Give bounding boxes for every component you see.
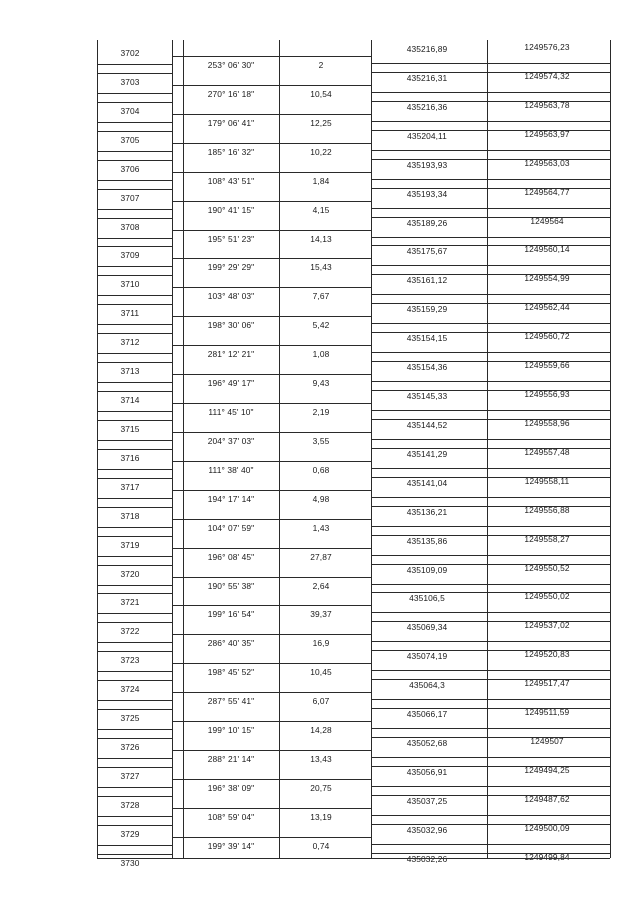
direction-angle: 204° 37' 03" — [207, 435, 255, 446]
row-divider — [172, 114, 371, 115]
y-coordinate: 1249550,02 — [524, 591, 570, 602]
segment-length: 13,19 — [310, 811, 332, 822]
direction-angle: 108° 43' 51" — [207, 175, 255, 186]
segment-length: 1,08 — [312, 349, 330, 360]
direction-angle: 199° 16' 54" — [207, 609, 255, 620]
x-coordinate: 435216,89 — [406, 44, 448, 54]
x-coordinate: 435144,52 — [406, 419, 448, 430]
row-divider — [97, 709, 172, 710]
point-number: 3728 — [120, 799, 140, 810]
point-number: 3702 — [120, 48, 140, 58]
row-divider — [97, 845, 172, 846]
direction-angle: 108° 59' 04" — [207, 811, 255, 822]
row-divider — [371, 584, 610, 585]
row-divider — [172, 403, 371, 404]
row-divider — [172, 634, 371, 635]
row-divider — [97, 825, 172, 826]
x-coordinate: 435193,93 — [406, 159, 448, 170]
y-coordinate: 1249517,47 — [524, 678, 570, 689]
direction-angle: 199° 39' 14" — [207, 840, 255, 851]
segment-length: 5,42 — [312, 320, 330, 331]
row-divider — [371, 786, 610, 787]
point-number: 3726 — [120, 742, 140, 753]
point-number: 3719 — [120, 539, 140, 550]
row-divider — [97, 382, 172, 383]
y-coordinate: 1249487,62 — [524, 793, 570, 804]
row-divider — [97, 449, 172, 450]
y-coordinate: 1249574,32 — [524, 70, 570, 81]
row-divider — [371, 497, 610, 498]
row-divider — [97, 275, 172, 276]
segment-length: 27,87 — [310, 551, 332, 562]
row-divider — [97, 738, 172, 739]
row-divider — [371, 121, 610, 122]
row-divider — [172, 605, 371, 606]
direction-angle: 190° 55' 38" — [207, 580, 255, 591]
row-divider — [97, 478, 172, 479]
point-number: 3717 — [120, 481, 140, 492]
row-divider — [371, 179, 610, 180]
row-divider — [371, 410, 610, 411]
row-divider — [97, 420, 172, 421]
direction-angle: 270° 16' 18" — [207, 88, 255, 99]
x-coordinate: 435109,09 — [406, 564, 448, 575]
row-divider — [172, 432, 371, 433]
row-divider — [97, 131, 172, 132]
row-divider — [97, 304, 172, 305]
y-coordinate: 1249564 — [530, 215, 564, 226]
row-divider — [97, 93, 172, 94]
point-number: 3718 — [120, 510, 140, 521]
segment-length: 1,43 — [312, 522, 330, 533]
x-coordinate: 435204,11 — [407, 130, 447, 141]
x-coordinate: 435064,3 — [409, 680, 445, 691]
point-number: 3703 — [120, 76, 140, 87]
row-divider — [97, 536, 172, 537]
point-number: 3714 — [120, 395, 140, 406]
column-divider — [279, 40, 280, 858]
row-divider — [371, 265, 610, 266]
row-divider — [371, 92, 610, 93]
row-divider — [172, 201, 371, 202]
direction-angle: 198° 45' 52" — [207, 667, 255, 678]
segment-length: 7,67 — [312, 291, 330, 302]
x-coordinate: 435141,04 — [406, 477, 448, 488]
row-divider — [371, 815, 610, 816]
row-divider — [371, 150, 610, 151]
row-divider — [97, 613, 172, 614]
segment-length: 10,45 — [310, 667, 332, 678]
row-divider — [97, 73, 172, 74]
x-coordinate: 435032,96 — [406, 824, 448, 835]
column-divider — [610, 40, 611, 858]
row-divider — [371, 699, 610, 700]
x-coordinate: 435056,91 — [406, 767, 448, 777]
table-bottom-border — [97, 858, 610, 859]
direction-angle: 196° 38' 09" — [207, 783, 255, 793]
row-divider — [371, 352, 610, 353]
row-divider — [97, 151, 172, 152]
row-divider — [97, 585, 172, 586]
row-divider — [97, 180, 172, 181]
x-coordinate: 435136,21 — [406, 506, 448, 517]
row-divider — [371, 294, 610, 295]
row-divider — [172, 172, 371, 173]
y-coordinate: 1249558,27 — [524, 533, 570, 544]
point-number: 3705 — [120, 134, 140, 145]
direction-angle: 179° 06' 41" — [207, 117, 255, 128]
row-divider — [371, 641, 610, 642]
row-divider — [172, 374, 371, 375]
column-divider — [172, 40, 173, 858]
row-divider — [371, 323, 610, 324]
row-divider — [172, 230, 371, 231]
point-number: 3730 — [120, 857, 140, 868]
point-number: 3724 — [120, 684, 140, 695]
row-divider — [172, 56, 371, 57]
direction-angle: 103° 48' 03" — [207, 291, 255, 302]
row-divider — [172, 779, 371, 780]
direction-angle: 196° 49' 17" — [207, 378, 255, 389]
row-divider — [172, 577, 371, 578]
segment-length: 3,55 — [312, 435, 330, 446]
row-divider — [97, 102, 172, 103]
x-coordinate: 435154,15 — [406, 333, 448, 344]
direction-angle: 194° 17' 14" — [207, 493, 255, 504]
row-divider — [97, 622, 172, 623]
y-coordinate: 1249550,52 — [524, 562, 570, 573]
row-divider — [97, 295, 172, 296]
segment-length: 15,43 — [310, 262, 332, 273]
point-number: 3713 — [120, 366, 140, 377]
row-divider — [97, 160, 172, 161]
row-divider — [97, 266, 172, 267]
direction-angle: 111° 45' 10" — [208, 407, 254, 418]
point-number: 3716 — [120, 452, 140, 463]
segment-length: 0,68 — [312, 464, 330, 475]
segment-length: 0,74 — [312, 840, 330, 851]
row-divider — [97, 189, 172, 190]
y-coordinate: 1249494,25 — [524, 765, 570, 775]
x-coordinate: 435037,25 — [406, 795, 448, 806]
y-coordinate: 1249556,88 — [524, 504, 570, 515]
row-divider — [371, 237, 610, 238]
point-number: 3723 — [120, 655, 140, 666]
row-divider — [97, 671, 172, 672]
row-divider — [371, 728, 610, 729]
y-coordinate: 1249499,84 — [524, 851, 570, 862]
point-number: 3707 — [120, 192, 140, 203]
segment-length: 4,15 — [312, 204, 330, 215]
segment-length: 16,9 — [312, 638, 330, 649]
row-divider — [97, 642, 172, 643]
direction-angle: 199° 29' 29" — [207, 262, 255, 273]
y-coordinate: 1249560,14 — [524, 244, 570, 255]
row-divider — [97, 758, 172, 759]
direction-angle: 287° 55' 41" — [207, 696, 255, 707]
x-coordinate: 435216,31 — [406, 72, 448, 83]
row-divider — [371, 612, 610, 613]
row-divider — [172, 258, 371, 259]
row-divider — [97, 353, 172, 354]
y-coordinate: 1249500,09 — [524, 822, 570, 833]
point-number: 3720 — [120, 568, 140, 579]
column-divider — [183, 40, 184, 858]
row-divider — [97, 729, 172, 730]
row-divider — [172, 461, 371, 462]
x-coordinate: 435106,5 — [409, 593, 445, 604]
segment-length: 10,22 — [310, 146, 332, 157]
y-coordinate: 1249576,23 — [524, 42, 570, 52]
y-coordinate: 1249554,99 — [524, 273, 570, 284]
row-divider — [172, 808, 371, 809]
x-coordinate: 435193,34 — [406, 188, 448, 199]
row-divider — [371, 63, 610, 64]
direction-angle: 281° 12' 21" — [207, 349, 255, 360]
row-divider — [97, 209, 172, 210]
row-divider — [172, 287, 371, 288]
point-number: 3721 — [120, 597, 140, 608]
x-coordinate: 435069,34 — [406, 622, 448, 633]
row-divider — [371, 208, 610, 209]
segment-length: 39,37 — [310, 609, 332, 620]
y-coordinate: 1249511,59 — [524, 707, 570, 718]
row-divider — [97, 469, 172, 470]
row-divider — [97, 411, 172, 412]
row-divider — [97, 854, 172, 855]
segment-length: 2,19 — [312, 407, 330, 418]
row-divider — [97, 787, 172, 788]
row-divider — [371, 381, 610, 382]
y-coordinate: 1249564,77 — [524, 186, 570, 197]
segment-length: 9,43 — [312, 378, 330, 389]
segment-length: 20,75 — [310, 783, 332, 793]
direction-angle: 288° 21' 14" — [207, 754, 255, 765]
x-coordinate: 435066,17 — [406, 709, 448, 720]
point-number: 3722 — [120, 626, 140, 637]
row-divider — [97, 565, 172, 566]
segment-length: 14,28 — [310, 725, 332, 736]
row-divider — [172, 663, 371, 664]
y-coordinate: 1249559,66 — [524, 360, 570, 371]
row-divider — [371, 670, 610, 671]
row-divider — [371, 526, 610, 527]
direction-angle: 195° 51' 23" — [207, 233, 255, 244]
segment-length: 6,07 — [312, 696, 330, 707]
point-number: 3711 — [120, 308, 140, 319]
row-divider — [172, 490, 371, 491]
direction-angle: 198° 30' 06" — [207, 320, 255, 331]
point-number: 3704 — [120, 105, 140, 116]
row-divider — [371, 844, 610, 845]
row-divider — [97, 796, 172, 797]
row-divider — [97, 651, 172, 652]
segment-length: 2,64 — [312, 580, 330, 591]
x-coordinate: 435175,67 — [406, 246, 448, 257]
segment-length: 14,13 — [310, 233, 332, 244]
row-divider — [97, 362, 172, 363]
row-divider — [97, 64, 172, 65]
row-divider — [172, 345, 371, 346]
point-number: 3712 — [120, 337, 140, 348]
row-divider — [97, 440, 172, 441]
row-divider — [97, 391, 172, 392]
point-number: 3709 — [120, 250, 140, 261]
segment-length: 4,98 — [312, 493, 330, 504]
row-divider — [371, 439, 610, 440]
point-number: 3715 — [120, 423, 140, 434]
segment-length: 13,43 — [310, 754, 332, 765]
row-divider — [97, 816, 172, 817]
row-divider — [172, 143, 371, 144]
row-divider — [97, 527, 172, 528]
row-divider — [172, 750, 371, 751]
row-divider — [97, 498, 172, 499]
row-divider — [97, 324, 172, 325]
row-divider — [172, 85, 371, 86]
row-divider — [172, 721, 371, 722]
point-number: 3729 — [120, 828, 140, 839]
x-coordinate: 435032,26 — [406, 853, 448, 864]
segment-length: 12,25 — [310, 117, 332, 128]
row-divider — [97, 333, 172, 334]
x-coordinate: 435159,29 — [406, 304, 448, 315]
row-divider — [97, 593, 172, 594]
direction-angle: 185° 16' 32" — [207, 146, 255, 157]
y-coordinate: 1249520,83 — [524, 649, 570, 660]
y-coordinate: 1249562,44 — [524, 302, 570, 313]
row-divider — [97, 218, 172, 219]
segment-length: 10,54 — [310, 88, 332, 99]
point-number: 3725 — [120, 713, 140, 724]
row-divider — [172, 692, 371, 693]
point-number: 3706 — [120, 163, 140, 174]
x-coordinate: 435135,86 — [406, 535, 448, 546]
segment-length: 2 — [318, 60, 324, 70]
y-coordinate: 1249507 — [530, 736, 564, 747]
direction-angle: 253° 06' 30" — [207, 60, 255, 70]
x-coordinate: 435052,68 — [406, 738, 448, 749]
x-coordinate: 435161,12 — [406, 275, 448, 286]
direction-angle: 190° 41' 15" — [207, 204, 255, 215]
y-coordinate: 1249556,93 — [524, 389, 570, 400]
point-number: 3727 — [120, 771, 140, 781]
point-number: 3708 — [120, 221, 140, 232]
y-coordinate: 1249558,11 — [524, 475, 570, 486]
point-number: 3710 — [120, 279, 140, 290]
y-coordinate: 1249558,96 — [524, 417, 570, 428]
segment-length: 1,84 — [312, 175, 330, 186]
y-coordinate: 1249560,72 — [524, 331, 570, 342]
x-coordinate: 435074,19 — [406, 651, 448, 662]
y-coordinate: 1249557,48 — [524, 446, 570, 457]
y-coordinate: 1249537,02 — [524, 620, 570, 631]
row-divider — [97, 507, 172, 508]
row-divider — [172, 548, 371, 549]
row-divider — [97, 556, 172, 557]
row-divider — [172, 316, 371, 317]
direction-angle: 104° 07' 59" — [207, 522, 255, 533]
x-coordinate: 435141,29 — [406, 448, 448, 459]
row-divider — [172, 837, 371, 838]
row-divider — [371, 468, 610, 469]
row-divider — [371, 555, 610, 556]
x-coordinate: 435189,26 — [406, 217, 448, 228]
y-coordinate: 1249563,78 — [524, 99, 570, 110]
x-coordinate: 435154,36 — [406, 362, 448, 373]
direction-angle: 196° 08' 45" — [207, 551, 255, 562]
y-coordinate: 1249563,03 — [524, 157, 570, 168]
direction-angle: 286° 40' 35" — [207, 638, 255, 649]
row-divider — [97, 767, 172, 768]
row-divider — [97, 122, 172, 123]
row-divider — [97, 680, 172, 681]
row-divider — [371, 757, 610, 758]
row-divider — [97, 246, 172, 247]
row-divider — [172, 519, 371, 520]
y-coordinate: 1249563,97 — [524, 128, 570, 139]
direction-angle: 199° 10' 15" — [207, 725, 255, 736]
row-divider — [97, 700, 172, 701]
row-divider — [97, 238, 172, 239]
x-coordinate: 435216,36 — [406, 101, 448, 112]
direction-angle: 111° 38' 40" — [208, 464, 254, 475]
x-coordinate: 435145,33 — [406, 391, 448, 402]
